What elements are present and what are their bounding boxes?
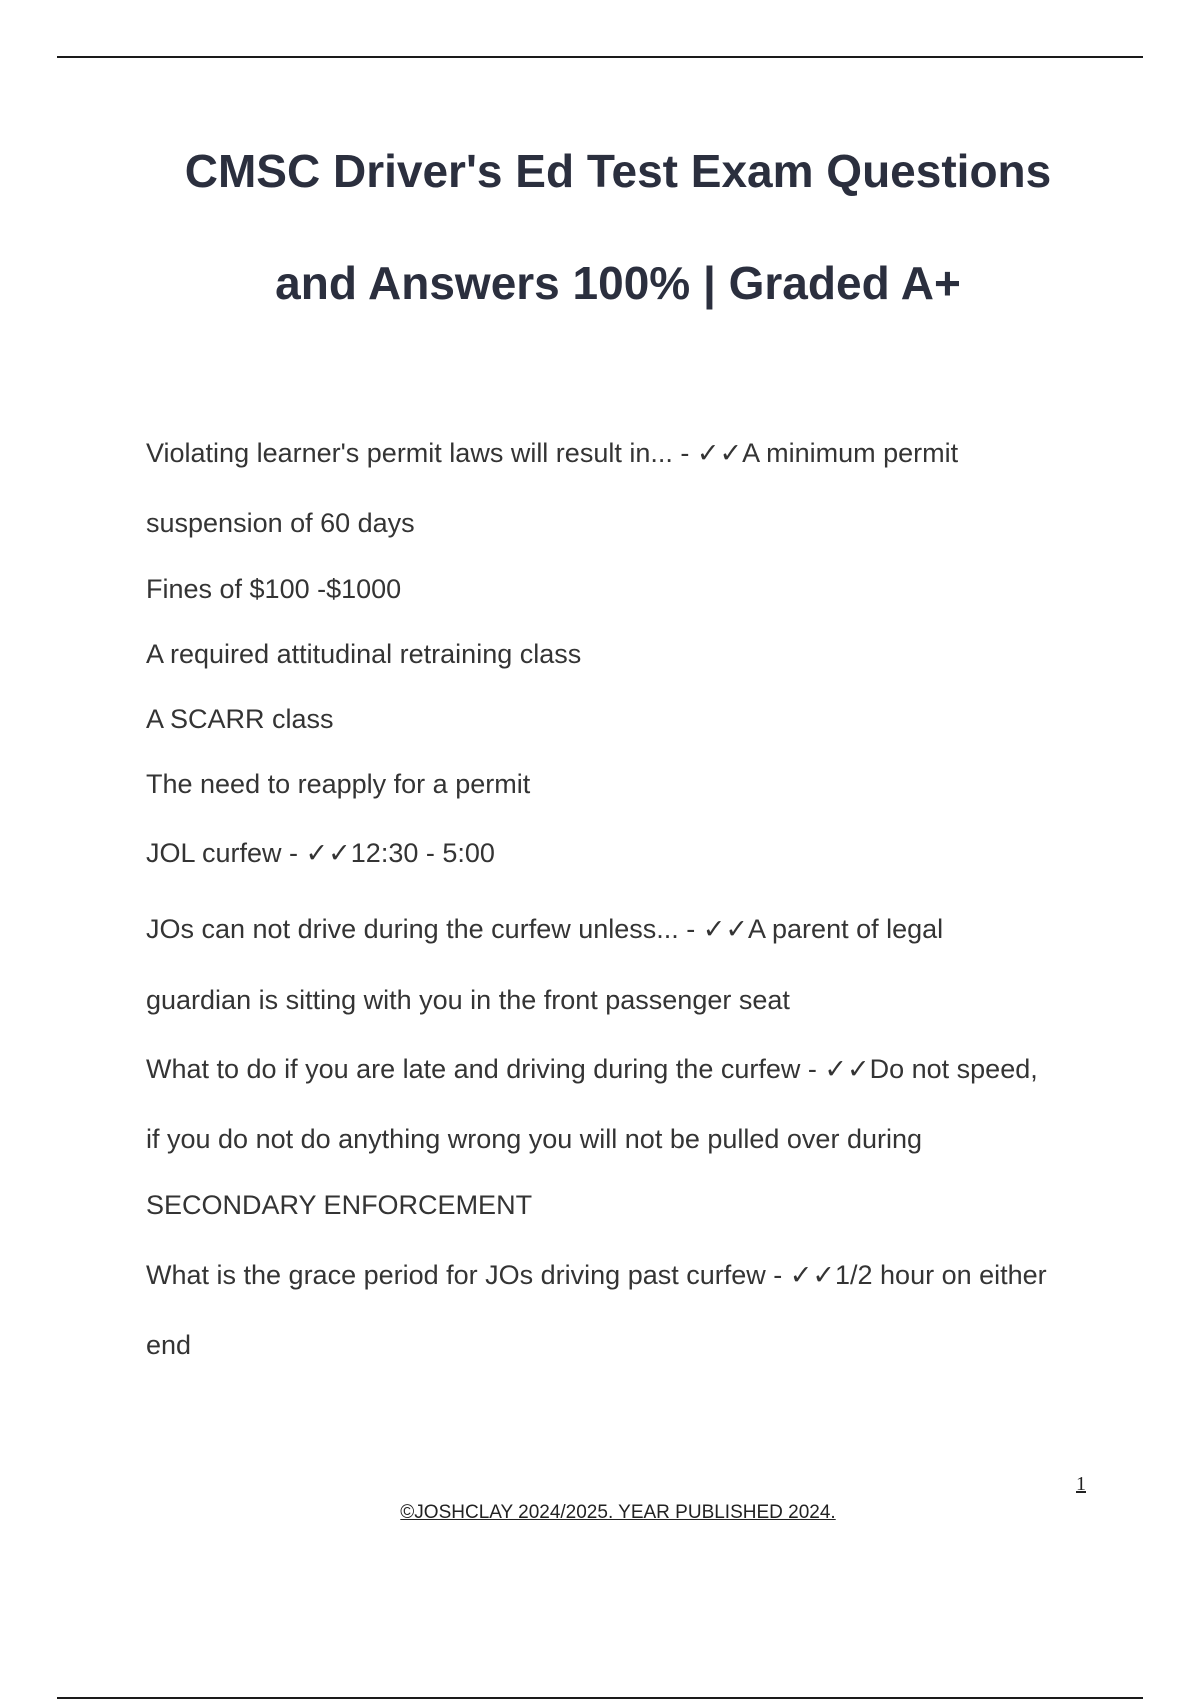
text-line: JOs can not drive during the curfew unless... - ✓✓A parent of legal bbox=[146, 914, 944, 944]
text-line: Violating learner's permit laws will result in... - ✓✓A minimum permit bbox=[146, 438, 959, 468]
title-line-1: CMSC Driver's Ed Test Exam Questions bbox=[184, 145, 1052, 197]
page-number: 1 bbox=[1076, 1473, 1086, 1495]
text-line: A SCARR class bbox=[146, 704, 334, 734]
text-line: JOL curfew - ✓✓12:30 - 5:00 bbox=[146, 838, 495, 868]
top-rule bbox=[57, 56, 1143, 58]
text-line: suspension of 60 days bbox=[146, 508, 415, 538]
text-line: What is the grace period for JOs driving past curfew - ✓✓1/2 hour on either bbox=[146, 1260, 1047, 1290]
text-line: Fines of $100 -$1000 bbox=[146, 574, 402, 604]
text-line: end bbox=[146, 1330, 192, 1360]
text-line: if you do not do anything wrong you will not be pulled over during bbox=[146, 1124, 922, 1154]
text-line: guardian is sitting with you in the front passenger seat bbox=[146, 985, 790, 1015]
bottom-rule bbox=[57, 1697, 1143, 1699]
footer-copyright: ©JOSHCLAY 2024/2025. YEAR PUBLISHED 2024. bbox=[400, 1502, 836, 1523]
text-line: SECONDARY ENFORCEMENT bbox=[146, 1190, 533, 1220]
text-line: What to do if you are late and driving during the curfew - ✓✓Do not speed, bbox=[146, 1054, 1038, 1084]
title-line-2: and Answers 100% | Graded A+ bbox=[275, 257, 961, 309]
text-line: A required attitudinal retraining class bbox=[146, 639, 582, 669]
text-line: The need to reapply for a permit bbox=[146, 769, 531, 799]
